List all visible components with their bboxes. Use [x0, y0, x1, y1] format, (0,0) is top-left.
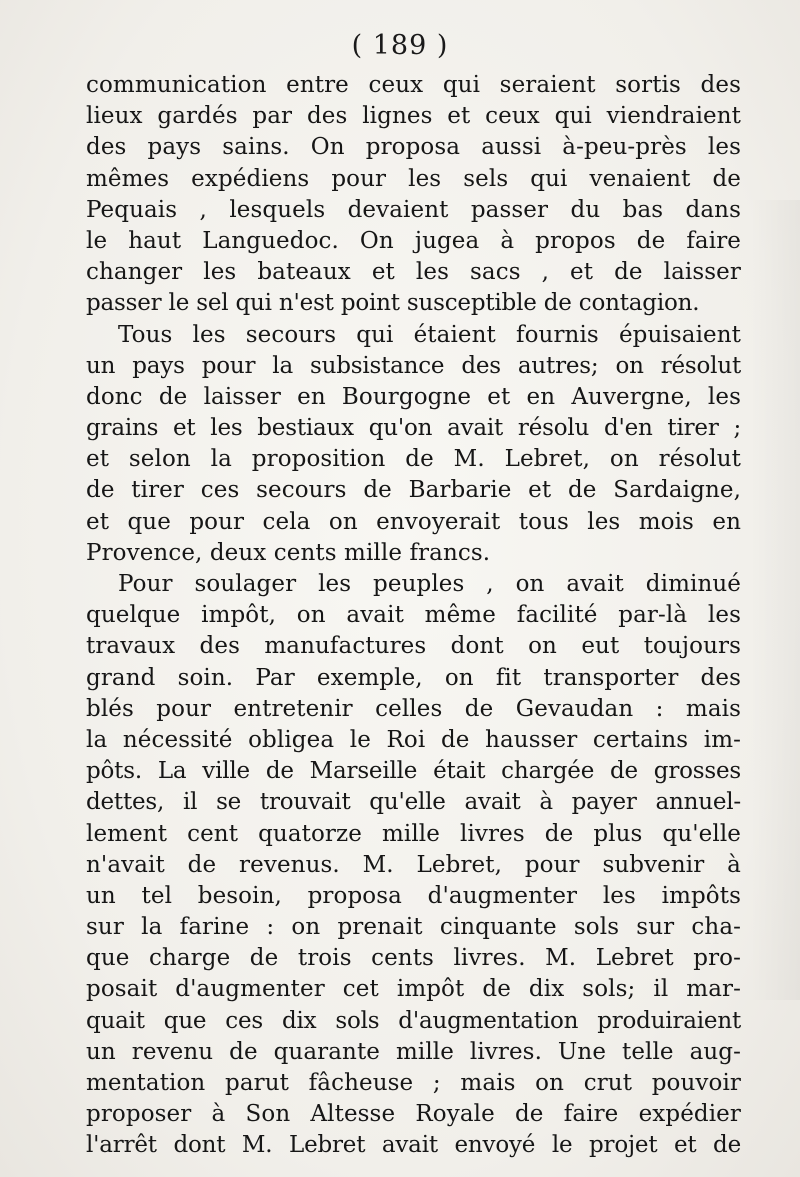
- text-line: grand soin. Par exemple, on fit transporter des: [86, 664, 741, 691]
- text-line: Pequais , lesquels devaient passer du bas dans: [86, 196, 741, 223]
- text-line: posait d'augmenter cet impôt de dix sols; il mar-: [86, 976, 741, 1003]
- paragraph-start-line: Tous les secours qui étaient fournis épuisaient: [118, 321, 741, 348]
- text-line: blés pour entretenir celles de Gevaudan : mais: [86, 695, 741, 722]
- body-text: [86, 70, 741, 1162]
- text-line: changer les bateaux et les sacs , et de laisser: [86, 259, 741, 286]
- text-line: proposer à Son Altesse Royale de faire expédier: [86, 1101, 741, 1128]
- text-line: un pays pour la subsistance des autres; on résolut: [86, 352, 741, 379]
- text-line: le haut Languedoc. On jugea à propos de faire: [86, 227, 741, 254]
- text-line: l'arrêt dont M. Lebret avait envoyé le projet et de: [86, 1132, 741, 1159]
- text-line: un tel besoin, proposa d'augmenter les impôts: [86, 882, 741, 909]
- text-line: mentation parut fâcheuse ; mais on crut pouvoir: [86, 1070, 741, 1096]
- text-line: lement cent quatorze mille livres de plus qu'elle: [86, 820, 741, 847]
- text-line: lieux gardés par des lignes et ceux qui viendraient: [86, 103, 741, 130]
- text-line: grains et les bestiaux qu'on avait résolu d'en tirer ;: [86, 415, 741, 442]
- text-line: de tirer ces secours de Barbarie et de Sardaigne,: [86, 477, 741, 504]
- text-line: pôts. La ville de Marseille était chargée de grosses: [86, 758, 741, 785]
- paragraph-start-line: Pour soulager les peuples , on avait diminué: [118, 571, 741, 597]
- text-line: et que pour cela on envoyerait tous les mois en: [86, 508, 741, 535]
- text-line: donc de laisser en Bourgogne et en Auvergne, les: [86, 383, 741, 410]
- text-line: quait que ces dix sols d'augmentation produiraient: [86, 1007, 741, 1034]
- text-line: un revenu de quarante mille livres. Une telle aug-: [86, 1038, 741, 1065]
- text-line: passer le sel qui n'est point susceptible de contagion.: [86, 290, 700, 317]
- text-line: et selon la proposition de M. Lebret, on résolut: [86, 446, 741, 473]
- text-line: mêmes expédiens pour les sels qui venaient de: [86, 165, 741, 192]
- text-line: n'avait de revenus. M. Lebret, pour subvenir à: [86, 851, 741, 878]
- page-number: ( 189 ): [351, 30, 449, 61]
- text-line: la nécessité obligea le Roi de hausser certains im-: [86, 726, 741, 753]
- text-line: sur la farine : on prenait cinquante sols sur cha-: [86, 914, 741, 941]
- text-line: communication entre ceux qui seraient sortis des: [86, 72, 741, 98]
- page-shadow: [750, 200, 800, 1000]
- text-line: des pays sains. On proposa aussi à-peu-près les: [86, 134, 741, 161]
- text-line: travaux des manufactures dont on eut toujours: [86, 633, 741, 660]
- text-line: quelque impôt, on avait même facilité par-là les: [86, 602, 741, 629]
- text-line: Provence, deux cents mille francs.: [86, 539, 491, 566]
- text-line: dettes, il se trouvait qu'elle avait à payer annuel-: [86, 789, 741, 816]
- text-line: que charge de trois cents livres. M. Lebret pro-: [86, 945, 741, 972]
